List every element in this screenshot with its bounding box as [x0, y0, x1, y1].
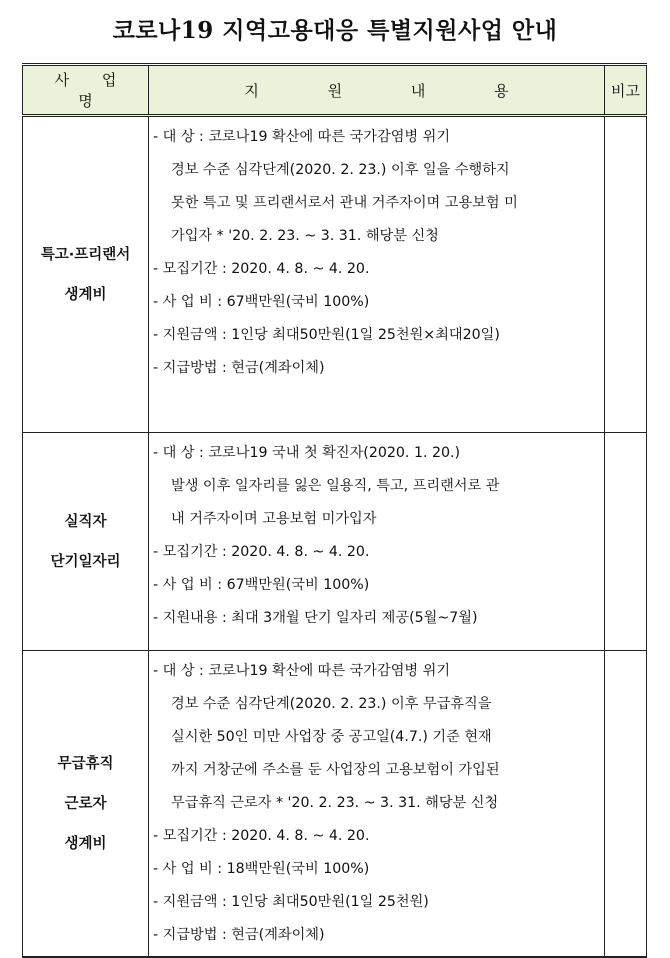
- content-line: 무급휴직 근로자 * '20. 2. 23. ~ 3. 31. 해당분 신청: [171, 795, 499, 811]
- content-line: - 모집기간 : 2020. 4. 8. ~ 4. 20.: [153, 544, 370, 560]
- content-line: - 대 상 : 코로나19 확산에 따른 국가감염병 위기: [153, 129, 451, 145]
- content-line: 가입자 * '20. 2. 23. ~ 3. 31. 해당분 신청: [171, 228, 439, 244]
- support-program-table: [22, 63, 647, 958]
- header-program-name: 사 업 명: [23, 65, 149, 116]
- content-line: 발생 이후 일자리를 잃은 일용직, 특고, 프리랜서로 관: [171, 478, 500, 494]
- program-name-line: 단기일자리: [50, 553, 121, 570]
- header-remark: 비고: [605, 65, 647, 116]
- content-line: 내 거주자이며 고용보험 미가입자: [171, 511, 377, 527]
- program-name-line: 실직자: [64, 513, 107, 530]
- program-name-cell: [23, 116, 149, 433]
- content-line: - 대 상 : 코로나19 확산에 따른 국가감염병 위기: [153, 663, 451, 679]
- content-line: - 지급방법 : 현금(계좌이체): [153, 360, 325, 376]
- table-row: [23, 116, 647, 433]
- content-line: - 지원내용 : 최대 3개월 단기 일자리 제공(5월~7월): [153, 610, 478, 626]
- content-line: - 사 업 비 : 67백만원(국비 100%): [153, 294, 370, 310]
- program-name-line: 무급휴직: [57, 755, 114, 772]
- content-line: - 모집기간 : 2020. 4. 8. ~ 4. 20.: [153, 261, 370, 277]
- content-line: - 지원금액 : 1인당 최대50만원(1일 25천원): [153, 894, 429, 910]
- content-line: 경보 수준 심각단계(2020. 2. 23.) 이후 무급휴직을: [171, 696, 492, 712]
- content-line: 못한 특고 및 프리랜서로서 관내 거주자이며 고용보험 미: [171, 195, 518, 211]
- content-line: 경보 수준 심각단계(2020. 2. 23.) 이후 일을 수행하지: [171, 162, 510, 178]
- support-content-cell: [149, 651, 605, 958]
- table-header-row: [23, 65, 647, 116]
- remark-cell: [605, 116, 647, 433]
- program-name-line: 생계비: [64, 286, 107, 303]
- header-support-content: 지 원 내 용: [149, 65, 605, 116]
- content-line: - 사 업 비 : 67백만원(국비 100%): [153, 577, 370, 593]
- program-name-line: 근로자: [64, 795, 107, 812]
- support-content-cell: [149, 433, 605, 651]
- support-content-cell: [149, 116, 605, 433]
- program-name-cell: [23, 433, 149, 651]
- content-line: 까지 거창군에 주소를 둔 사업장의 고용보험이 가입된: [171, 762, 500, 778]
- content-line: - 사 업 비 : 18백만원(국비 100%): [153, 861, 370, 877]
- program-name-line: 특고·프리랜서: [40, 246, 131, 263]
- page-title: 코로나19 지역고용대응 특별지원사업 안내: [112, 17, 558, 44]
- program-name-cell: [23, 651, 149, 958]
- program-name-line: 생계비: [64, 835, 107, 852]
- table-row: [23, 433, 647, 651]
- remark-cell: [605, 651, 647, 958]
- content-line: 실시한 50인 미만 사업장 중 공고일(4.7.) 기준 현재: [171, 729, 492, 745]
- content-line: - 지급방법 : 현금(계좌이체): [153, 927, 325, 943]
- content-line: - 지원금액 : 1인당 최대50만원(1일 25천원×최대20일): [153, 327, 500, 343]
- content-line: - 대 상 : 코로나19 국내 첫 확진자(2020. 1. 20.): [153, 445, 461, 461]
- table-row: [23, 651, 647, 958]
- content-line: - 모집기간 : 2020. 4. 8. ~ 4. 20.: [153, 828, 370, 844]
- remark-cell: [605, 433, 647, 651]
